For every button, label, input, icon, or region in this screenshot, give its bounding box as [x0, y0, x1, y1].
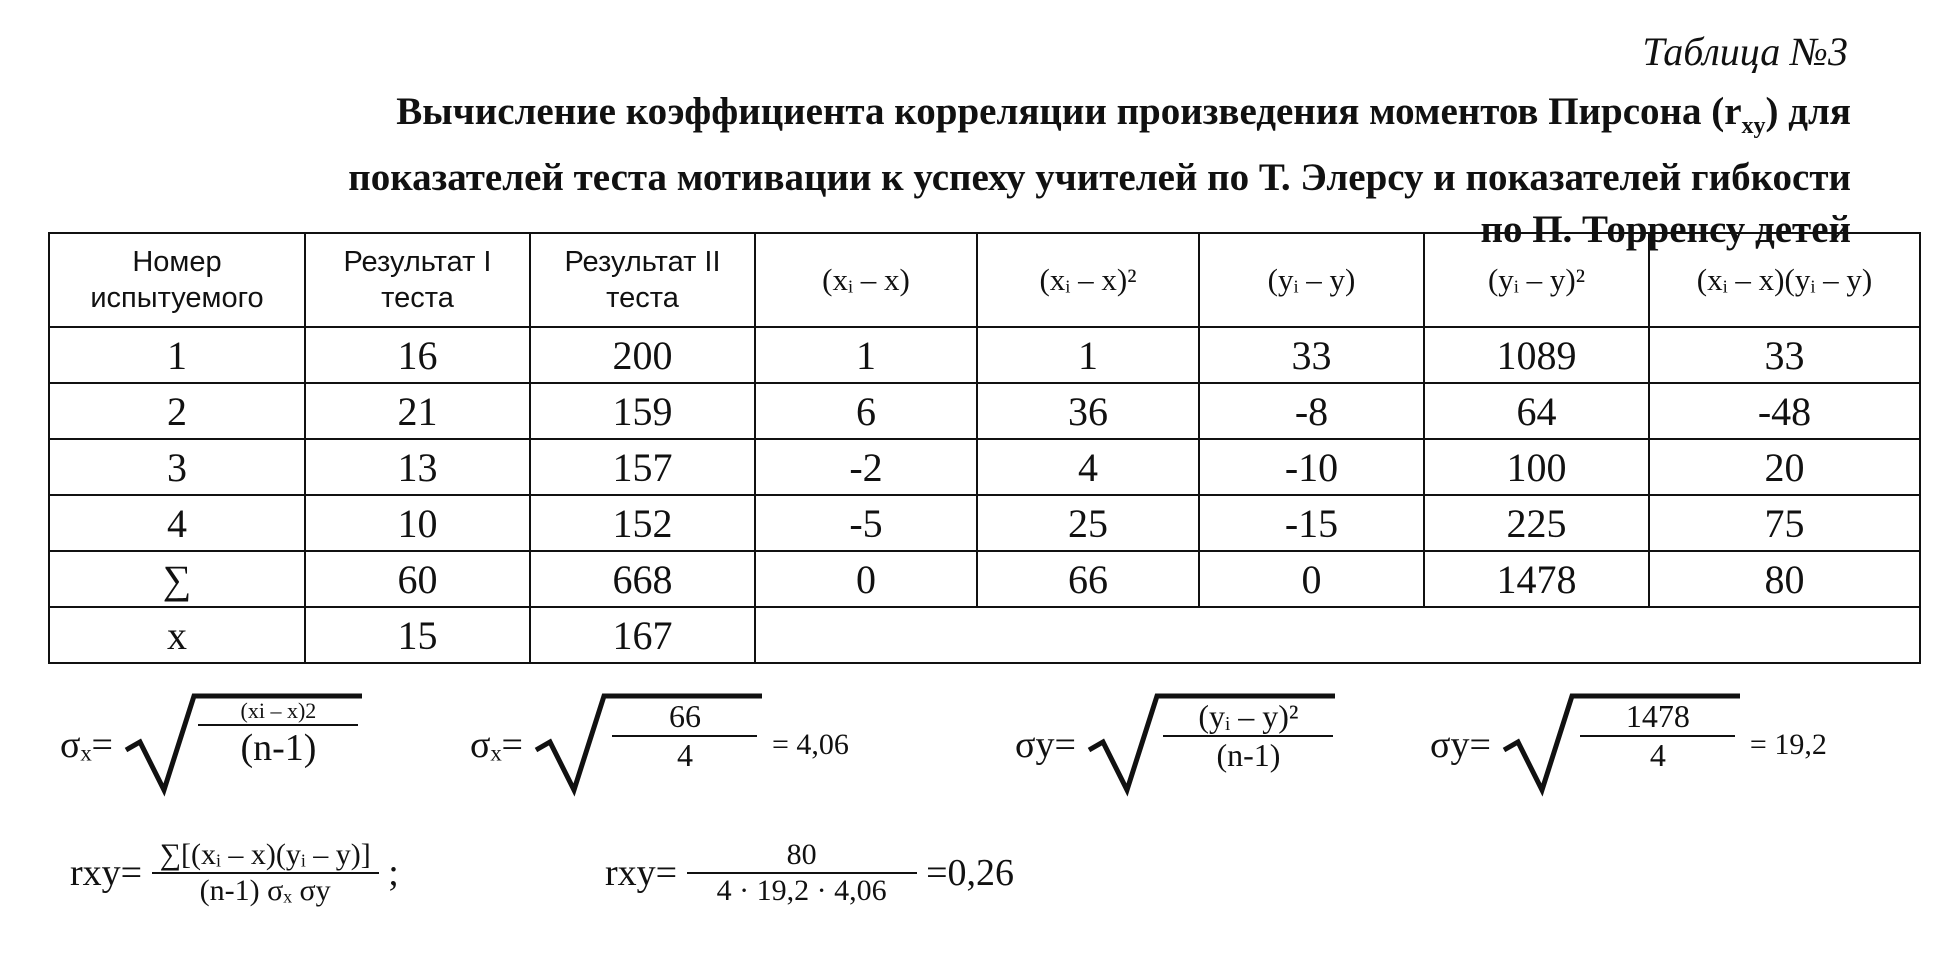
formula-label: σₓ= — [60, 724, 113, 766]
fraction — [1580, 698, 1735, 774]
header-cell: (xᵢ – x)² — [977, 233, 1199, 327]
table-cell: -10 — [1199, 439, 1424, 495]
numerator: (yᵢ – y)² — [1163, 698, 1333, 737]
table-cell: 159 — [530, 383, 755, 439]
table-cell: 225 — [1424, 495, 1649, 551]
denominator: (n-1) — [240, 727, 317, 769]
fraction — [687, 838, 917, 908]
denominator: (n-1) σₓ σy — [199, 874, 331, 907]
denominator: (n-1) — [1216, 737, 1281, 773]
title-line-3: по П. Торренсу детей — [1480, 207, 1851, 251]
table-cell: 4 — [49, 495, 305, 551]
table-caption: Таблица №3 — [1642, 29, 1848, 74]
table-cell: 167 — [530, 607, 755, 663]
table-cell: -48 — [1649, 383, 1920, 439]
denominator: 4 · 19,2 · 4,06 — [716, 874, 887, 907]
sigma-y-numeric — [1430, 690, 1827, 800]
sqrt-sign — [122, 690, 362, 800]
table-cell: 36 — [977, 383, 1199, 439]
table-cell: 3 — [49, 439, 305, 495]
table-cell: -15 — [1199, 495, 1424, 551]
mean-row — [49, 607, 1920, 663]
table-cell: 33 — [1649, 327, 1920, 383]
header-cell: Номер испытуемого — [49, 233, 305, 327]
table-cell: 66 — [977, 551, 1199, 607]
table-cell: -8 — [1199, 383, 1424, 439]
table-row — [49, 327, 1920, 383]
table-cell: 15 — [305, 607, 530, 663]
header-cell: (xᵢ – x)(yᵢ – y) — [1649, 233, 1920, 327]
table-cell: 75 — [1649, 495, 1920, 551]
table-cell: 668 — [530, 551, 755, 607]
table-cell: 100 — [1424, 439, 1649, 495]
r-xy-formula — [70, 838, 399, 908]
table-cell: 1 — [755, 327, 977, 383]
table-cell: 13 — [305, 439, 530, 495]
formula-label: σy= — [1015, 724, 1076, 766]
table-cell: 1089 — [1424, 327, 1649, 383]
title-line-1-end: ) для — [1765, 90, 1851, 133]
title-line-1: Вычисление коэффициента корреляции произведения моментов Пирсона (r — [396, 90, 1742, 133]
result: = 19,2 — [1749, 728, 1827, 761]
r-xy-numeric — [605, 838, 1014, 908]
header-cell: (xᵢ – x) — [755, 233, 977, 327]
table-row — [49, 383, 1920, 439]
page-title — [55, 86, 1851, 256]
table-cell: 0 — [1199, 551, 1424, 607]
header-cell: (yᵢ – y) — [1199, 233, 1424, 327]
denominator: 4 — [1649, 737, 1666, 773]
sigma-x-numeric — [470, 690, 849, 800]
numerator: ∑[(xᵢ – x)(yᵢ – y)] — [152, 838, 379, 874]
table-cell: x — [49, 607, 305, 663]
formula-label: rxy= — [70, 852, 143, 894]
table-row — [49, 439, 1920, 495]
table-cell: 33 — [1199, 327, 1424, 383]
table-cell: 10 — [305, 495, 530, 551]
table-cell: 16 — [305, 327, 530, 383]
sqrt-sign — [1500, 690, 1740, 800]
fraction — [612, 698, 757, 774]
header-cell: Результат II теста — [530, 233, 755, 327]
table-cell: 60 — [305, 551, 530, 607]
table-cell: -2 — [755, 439, 977, 495]
table-cell: 4 — [977, 439, 1199, 495]
empty-cell — [755, 607, 1920, 663]
numerator: (xi – x)2 — [198, 698, 358, 726]
header-row — [49, 233, 1920, 327]
separator: ; — [388, 852, 399, 894]
formula-label: rxy= — [605, 852, 678, 894]
table-cell: 20 — [1649, 439, 1920, 495]
table-cell: ∑ — [49, 551, 305, 607]
header-cell: (yᵢ – y)² — [1424, 233, 1649, 327]
table-cell: 64 — [1424, 383, 1649, 439]
table-cell: 0 — [755, 551, 977, 607]
title-subscript: xy — [1741, 112, 1766, 139]
table-cell: -5 — [755, 495, 977, 551]
table-row — [49, 495, 1920, 551]
numerator: 80 — [687, 838, 917, 874]
table-cell: 200 — [530, 327, 755, 383]
numerator: 66 — [612, 698, 757, 737]
table-cell: 25 — [977, 495, 1199, 551]
result: = 4,06 — [771, 728, 849, 761]
fraction — [152, 838, 379, 908]
table-cell: 21 — [305, 383, 530, 439]
sigma-y-formula — [1015, 690, 1335, 800]
result: =0,26 — [926, 852, 1015, 894]
denominator: 4 — [676, 737, 693, 773]
fraction — [1163, 698, 1333, 774]
numerator: 1478 — [1580, 698, 1735, 737]
table-cell: 1 — [977, 327, 1199, 383]
sigma-x-formula — [60, 690, 362, 800]
sum-row — [49, 551, 1920, 607]
table-cell: 2 — [49, 383, 305, 439]
table-cell: 152 — [530, 495, 755, 551]
table-cell: 6 — [755, 383, 977, 439]
sqrt-sign — [1085, 690, 1335, 800]
formula-label: σₓ= — [470, 724, 523, 766]
sqrt-sign — [532, 690, 762, 800]
table-cell: 157 — [530, 439, 755, 495]
correlation-table — [48, 232, 1921, 664]
table-cell: 80 — [1649, 551, 1920, 607]
table-cell: 1478 — [1424, 551, 1649, 607]
formula-label: σy= — [1430, 724, 1491, 766]
title-line-2: показателей теста мотивации к успеху учителей по Т. Элерсу и показателей гибкости — [348, 155, 1851, 199]
header-cell: Результат I теста — [305, 233, 530, 327]
table-cell: 1 — [49, 327, 305, 383]
fraction — [198, 698, 358, 770]
